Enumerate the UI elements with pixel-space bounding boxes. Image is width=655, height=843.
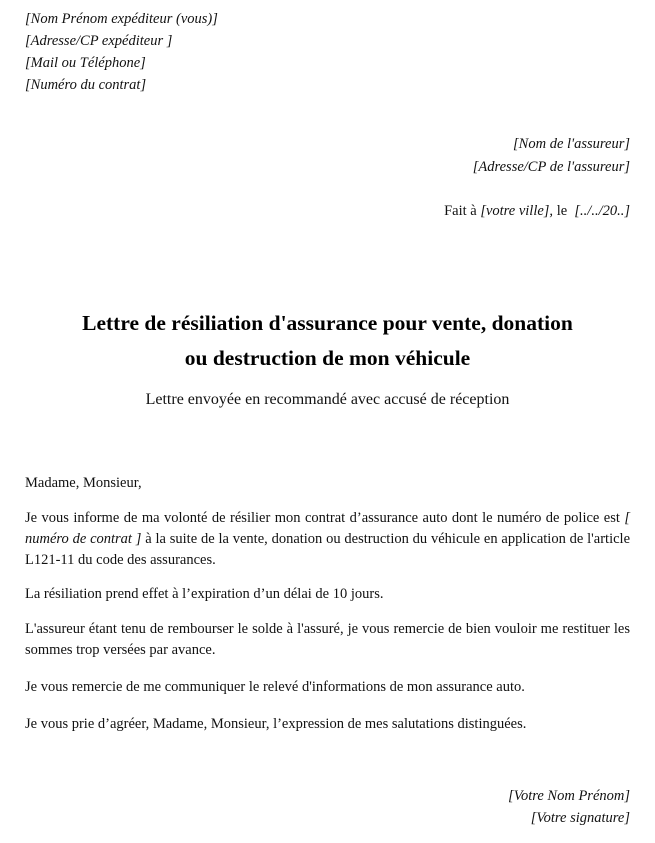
city-placeholder: [votre ville],: [480, 203, 554, 219]
letter-title: [25, 306, 630, 376]
sender-name-line: [Nom Prénom expéditeur (vous)]: [25, 11, 218, 27]
sender-contract-line: [Numéro du contrat]: [25, 77, 147, 93]
letter-subtitle: Lettre envoyée en recommandé avec accusé de réception: [145, 391, 510, 408]
contract-number-placeholder: [ numéro de contrat ]: [25, 510, 630, 547]
signature-placeholder: [Votre signature]: [530, 810, 630, 826]
letter-title-line2: ou destruction de mon véhicule: [184, 346, 471, 370]
p1-text-before: Je vous informe de ma volonté de résilier mon contrat d’assurance auto dont le numéro de police est: [25, 510, 625, 526]
paragraph-termination-request: [25, 508, 630, 571]
date-prefix: Fait à: [444, 203, 481, 219]
paragraph-closing-formula: Je vous prie d’agréer, Madame, Monsieur, l’expression de mes salutations distinguées.: [25, 716, 527, 732]
recipient-address-line: [Adresse/CP de l'assureur]: [472, 159, 630, 175]
letter-title-line1: Lettre de résiliation d'assurance pour vente, donation: [82, 311, 573, 335]
date-placeholder: [../../20..]: [574, 203, 630, 219]
signature-name-placeholder: [Votre Nom Prénom]: [508, 788, 630, 804]
sender-contact-line: [Mail ou Téléphone]: [25, 55, 146, 71]
sender-address-block: [25, 8, 630, 96]
sender-address-line: [Adresse/CP expéditeur ]: [25, 33, 173, 49]
p1-text-after: à la suite de la vente, donation ou destruction du véhicule en application de l'article L121-11 du code des assurances.: [25, 531, 630, 568]
date-middle: le: [553, 203, 575, 219]
paragraph-effective-date: La résiliation prend effet à l’expiration d’un délai de 10 jours.: [25, 586, 384, 602]
salutation: Madame, Monsieur,: [25, 475, 142, 491]
signature-block: [25, 785, 630, 829]
recipient-name-line: [Nom de l'assureur]: [513, 136, 630, 152]
paragraph-refund-request: L'assureur étant tenu de rembourser le solde à l'assuré, je vous remercie de bien vouloir me restituer les sommes trop versées par avance.: [25, 621, 630, 658]
place-and-date-line: [25, 201, 630, 222]
recipient-address-block: [25, 133, 630, 179]
paragraph-information-statement: Je vous remercie de me communiquer le relevé d'informations de mon assurance auto.: [25, 679, 525, 695]
